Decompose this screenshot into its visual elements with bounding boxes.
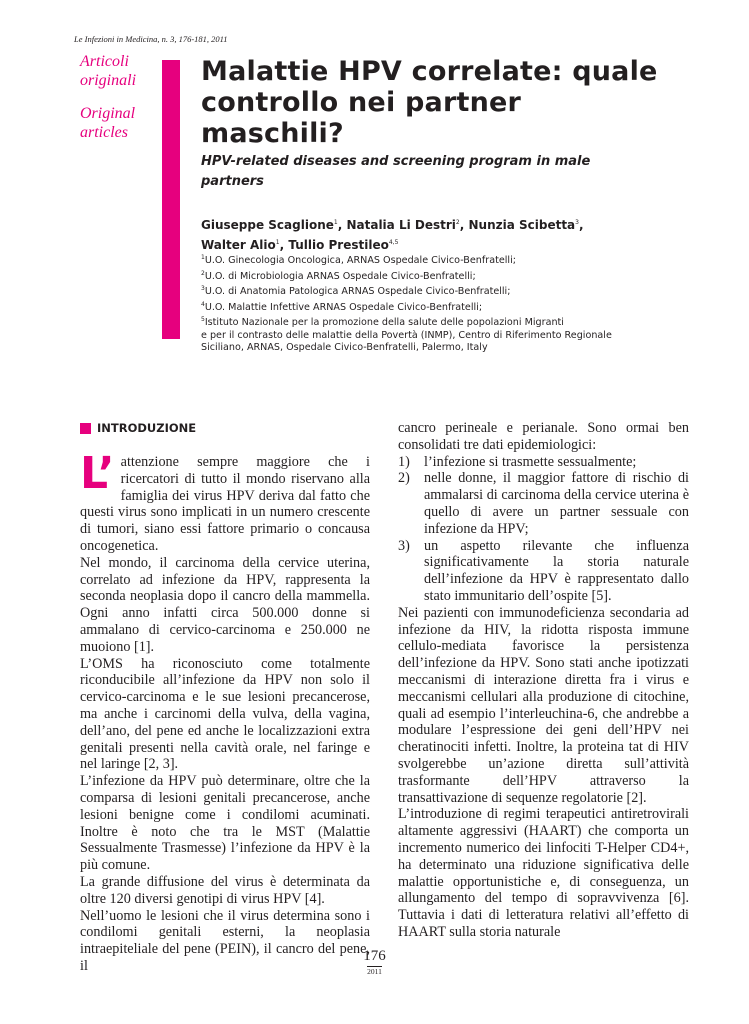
body-column-left	[80, 448, 370, 975]
paragraph: L’ attenzione sempre maggiore che i ricercatori di tutto il mondo riservano alla famiglia dei virus HPV deriva dal fatto che questi virus sono implicati in un numero crescente di tumori, siano essi fattore primario o concausa oncogenetica.	[80, 448, 370, 554]
affiliation-line: $^2$U.O. di Microbiologia ARNAS Ospedale Civico-Benfratelli;	[201, 269, 476, 282]
author-name: Natalia Li Destri	[346, 218, 456, 232]
author-affil-ref: 1	[333, 219, 338, 226]
article-subtitle: HPV-related diseases and screening program in male partners	[201, 154, 591, 189]
paragraph: L’OMS ha riconosciuto come totalmente riconducibile all’infezione da HPV non solo il cervico-carcinoma e le sue lesioni precancerose, ma anche i carcinomi della vulva, della vagina, dell’ano, del pene ed anche le localizzazioni extra genitali presenti nella cavità orale, nel faringe e nel laringe [2, 3].	[80, 655, 370, 773]
category-label-en-1: Original	[80, 105, 136, 122]
list-item: 2) nelle donne, il maggior fattore di rischio di ammalarsi di carcinoma della cervice uterina è quello di avere un partner sessuale con infezione da HPV;	[398, 470, 689, 537]
category-label-en-2: articles	[80, 124, 128, 141]
body-column-right	[398, 420, 689, 941]
affiliation-line: Siciliano, ARNAS, Ospedale Civico-Benfratelli, Palermo, Italy	[201, 342, 488, 354]
numbered-list	[398, 454, 689, 605]
affiliation-line: e per il contrasto delle malattie della Povertà (INMP), Centro di Riferimento Regionale	[201, 329, 612, 341]
category-label-it-2: originali	[80, 72, 137, 89]
accent-bar	[162, 60, 180, 339]
article-category	[80, 52, 160, 142]
author-affil-ref: 1	[275, 239, 280, 246]
author-affil-ref: 4,5	[388, 239, 399, 246]
list-item: 1) l’infezione si trasmette sessualmente;	[398, 453, 637, 470]
page-number: 176	[363, 948, 386, 964]
author-affil-ref: 3	[575, 219, 579, 226]
category-label-it-1: Articoli	[80, 53, 129, 70]
page-year: 2011	[367, 967, 382, 976]
paragraph: La grande diffusione del virus è determinata da oltre 120 diversi genotipi di virus HPV [4].	[80, 873, 370, 907]
paragraph: Nei pazienti con immunodeficienza secondaria ad infezione da HIV, la ridotta risposta immune cellulo-mediata favorisce la persistenza dell’infezione da HPV. Sono stati anche ipotizzati meccanismi di interazione diretta fra i virus e meccanismi cellulari alla produzione di citochine, quali ad esempio l’interleuchina-6, che andrebbe a modulare l’espressione dei geni dell’HPV nei cheratinociti infetti. Inoltre, la proteina tat di HIV svolgerebbe un’azione diretta sull’attività trasformante dell’HPV attraverso la transattivazione di sequenze regolatorie [2].	[398, 604, 689, 806]
paragraph: cancro perineale e perianale. Sono ormai ben consolidati tre dati epidemiologici:	[398, 420, 689, 453]
author-affil-ref: 2	[455, 219, 460, 226]
author-name: Giuseppe Scaglione	[201, 218, 334, 232]
paragraph: Nell’uomo le lesioni che il virus determina sono i condilomi genitali esterni, la neoplasia intraepiteliale del pene (PEIN), il cancro del pene, il	[80, 907, 370, 974]
affiliations	[201, 252, 661, 355]
author-name: Nunzia Scibetta	[468, 218, 576, 232]
author-list: Giuseppe Scaglione$^1$, Natalia Li Destri$^2$, Nunzia Scibetta$^3$, Walter Alio$^1$, Tullio Prestileo$^{4,5}$	[201, 218, 584, 252]
author-name: Tullio Prestileo	[288, 238, 389, 252]
running-head: Le Infezioni in Medicina, n. 3, 176-181, 2011	[74, 34, 228, 44]
section-marker	[80, 423, 91, 434]
article-title: Malattie HPV correlate: quale controllo nei partner maschili?	[201, 56, 658, 149]
section-heading	[80, 421, 196, 435]
affiliation-line: $^5$Istituto Nazionale per la promozione della salute delle popolazioni Migranti	[201, 316, 564, 329]
section-heading-label: INTRODUZIONE	[97, 421, 197, 435]
drop-cap: L’	[80, 448, 115, 499]
affiliation-line: $^1$U.O. Ginecologia Oncologica, ARNAS Ospedale Civico-Benfratelli;	[201, 254, 516, 267]
affiliation-line: $^3$U.O. di Anatomia Patologica ARNAS Ospedale Civico-Benfratelli;	[201, 285, 511, 298]
affiliation-line: $^4$U.O. Malattie Infettive ARNAS Ospedale Civico-Benfratelli;	[201, 300, 483, 313]
paragraph: Nel mondo, il carcinoma della cervice uterina, correlato ad infezione da HPV, rappresenta la seconda neoplasia dopo il cancro della mammella. Ogni anno infatti circa 500.000 donne si ammalano di cervico-carcinoma e 250.000 ne muoiono [1].	[80, 554, 370, 655]
author-name: Walter Alio	[201, 238, 276, 252]
paragraph: L’introduzione di regimi terapeutici antiretrovirali altamente aggressivi (HAART) che comporta un incremento numerico dei linfociti T-Helper CD4+, ha determinato una riduzione significativa delle malattie opportunistiche e, di conseguenza, un allungamento del tempo di sopravvivenza [6]. Tuttavia i dati di letteratura relativi all’effetto di HAART sulla storia naturale	[398, 806, 689, 940]
list-item: 3) un aspetto rilevante che influenza significativamente la storia naturale dell’infezione da HPV è rappresentato dallo stato immunitario dell’ospite [5].	[398, 537, 689, 604]
paragraph: L’infezione da HPV può determinare, oltre che la comparsa di lesioni genitali precancerose, anche lesioni benigne come i condilomi acuminati. Inoltre è noto che tra le MST (Malattie Sessualmente Trasmesse) l’infezione da HPV è la più comune.	[80, 773, 370, 874]
